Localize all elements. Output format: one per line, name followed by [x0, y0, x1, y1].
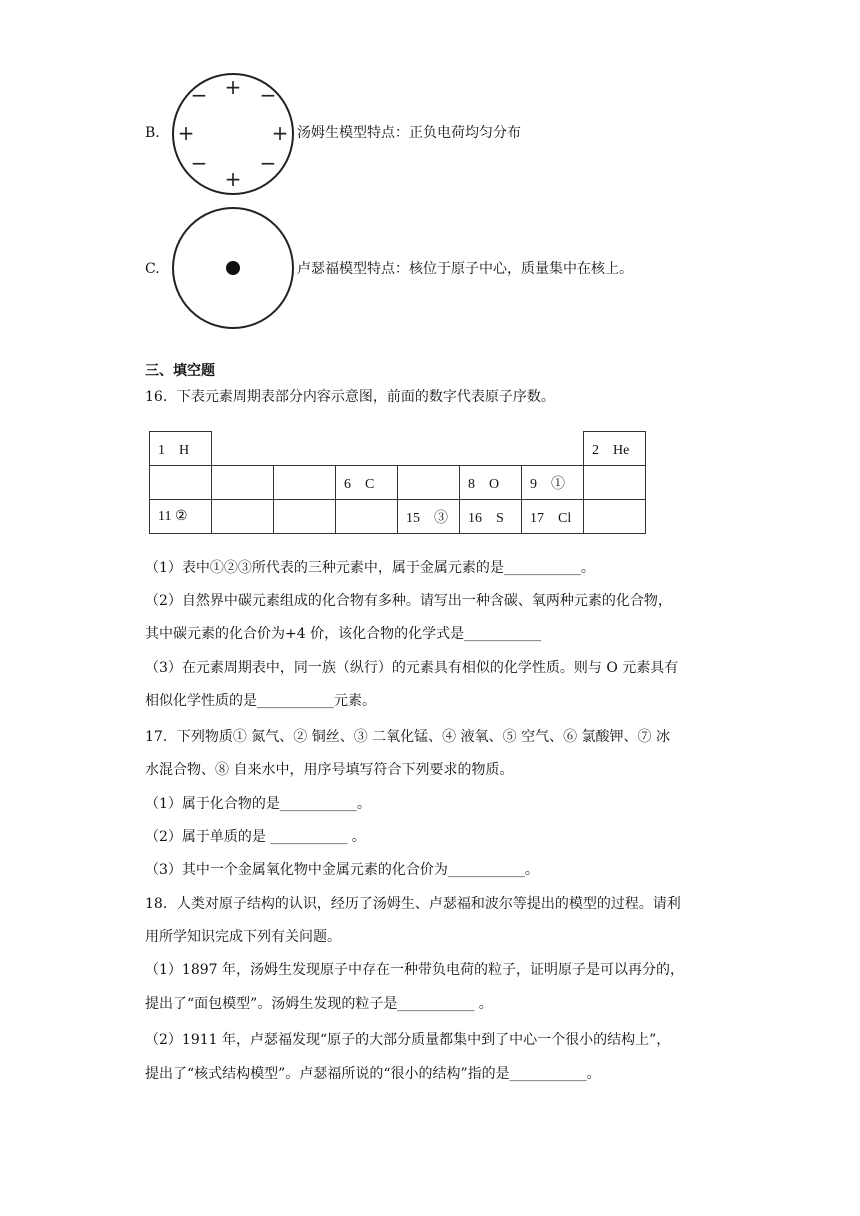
table-cell	[212, 466, 274, 500]
minus-sign: −	[259, 83, 277, 107]
q18-stem-line1: 18．人类对原子结构的认识，经历了汤姆生、卢瑟福和波尔等提出的模型的过程。请利	[145, 896, 681, 912]
q17-stem-line2: 水混合物、⑧ 自来水中，用序号填写符合下列要求的物质。	[145, 762, 514, 778]
table-cell: 17 Cl	[522, 500, 584, 534]
minus-sign: −	[190, 151, 208, 175]
table-cell	[398, 432, 460, 466]
plus-sign: +	[177, 121, 195, 145]
table-cell: 9 ①	[522, 466, 584, 500]
plus-sign: +	[224, 75, 242, 99]
q18-part1-line1: （1）1897 年，汤姆生发现原子中存在一种带负电荷的粒子，证明原子是可以再分的，	[145, 962, 684, 978]
section-title: 三、填空题	[145, 363, 215, 379]
table-cell	[336, 432, 398, 466]
rutherford-model-diagram	[172, 207, 294, 329]
table-cell	[336, 500, 398, 534]
q16-part1: （1）表中①②③所代表的三种元素中，属于金属元素的是___________。	[145, 560, 595, 576]
table-cell	[274, 500, 336, 534]
periodic-table-excerpt	[149, 431, 646, 534]
plus-sign: +	[271, 121, 289, 145]
table-cell: 6 C	[336, 466, 398, 500]
table-cell	[522, 432, 584, 466]
table-cell: 16 S	[460, 500, 522, 534]
q16-stem: 16．下表元素周期表部分内容示意图，前面的数字代表原子序数。	[145, 389, 555, 405]
table-cell: 1 H	[150, 432, 212, 466]
minus-sign: −	[190, 83, 208, 107]
table-cell: 2 He	[584, 432, 646, 466]
q16-part2-line2: 其中碳元素的化合价为+4 价，该化合物的化学式是___________	[145, 626, 542, 642]
table-cell	[584, 466, 646, 500]
q18-part2-line2: 提出了“核式结构模型”。卢瑟福所说的“很小的结构”指的是___________。	[145, 1066, 601, 1082]
table-cell	[212, 432, 274, 466]
table-cell	[460, 432, 522, 466]
rutherford-model-description: 卢瑟福模型特点：核位于原子中心，质量集中在核上。	[297, 261, 633, 277]
table-cell	[212, 500, 274, 534]
table-cell	[398, 466, 460, 500]
q18-part1-line2: 提出了“面包模型”。汤姆生发现的粒子是___________ 。	[145, 996, 493, 1012]
thomson-model-description: 汤姆生模型特点：正负电荷均匀分布	[297, 125, 521, 141]
table-cell: 15 ③	[398, 500, 460, 534]
table-cell: 11 ②	[150, 500, 212, 534]
q16-part2-line1: （2）自然界中碳元素组成的化合物有多种。请写出一种含碳、氧两种元素的化合物，	[145, 593, 672, 609]
table-cell	[584, 500, 646, 534]
table-cell	[274, 466, 336, 500]
plus-sign: +	[224, 167, 242, 191]
q16-part3-line1: （3）在元素周期表中，同一族（纵行）的元素具有相似的化学性质。则与 O 元素具有	[145, 660, 679, 676]
option-c-label: C.	[145, 261, 160, 277]
thomson-model-diagram	[172, 73, 294, 195]
q18-stem-line2: 用所学知识完成下列有关问题。	[145, 929, 341, 945]
q17-part1: （1）属于化合物的是___________。	[145, 796, 371, 812]
minus-sign: −	[259, 151, 277, 175]
q18-part2-line1: （2）1911 年，卢瑟福发现“原子的大部分质量都集中到了中心一个很小的结构上”，	[145, 1032, 671, 1048]
table-cell: 8 O	[460, 466, 522, 500]
table-cell	[274, 432, 336, 466]
nucleus-dot	[226, 261, 240, 275]
q17-part2: （2）属于单质的是 ___________ 。	[145, 829, 366, 845]
option-b-label: B.	[145, 125, 160, 141]
q17-stem-line1: 17．下列物质① 氮气、② 铜丝、③ 二氧化锰、④ 液氧、⑤ 空气、⑥ 氯酸钾、⑦ 冰	[145, 729, 670, 745]
table-cell	[150, 466, 212, 500]
q17-part3: （3）其中一个金属氧化物中金属元素的化合价为___________。	[145, 862, 539, 878]
q16-part3-line2: 相似化学性质的是___________元素。	[145, 693, 376, 709]
